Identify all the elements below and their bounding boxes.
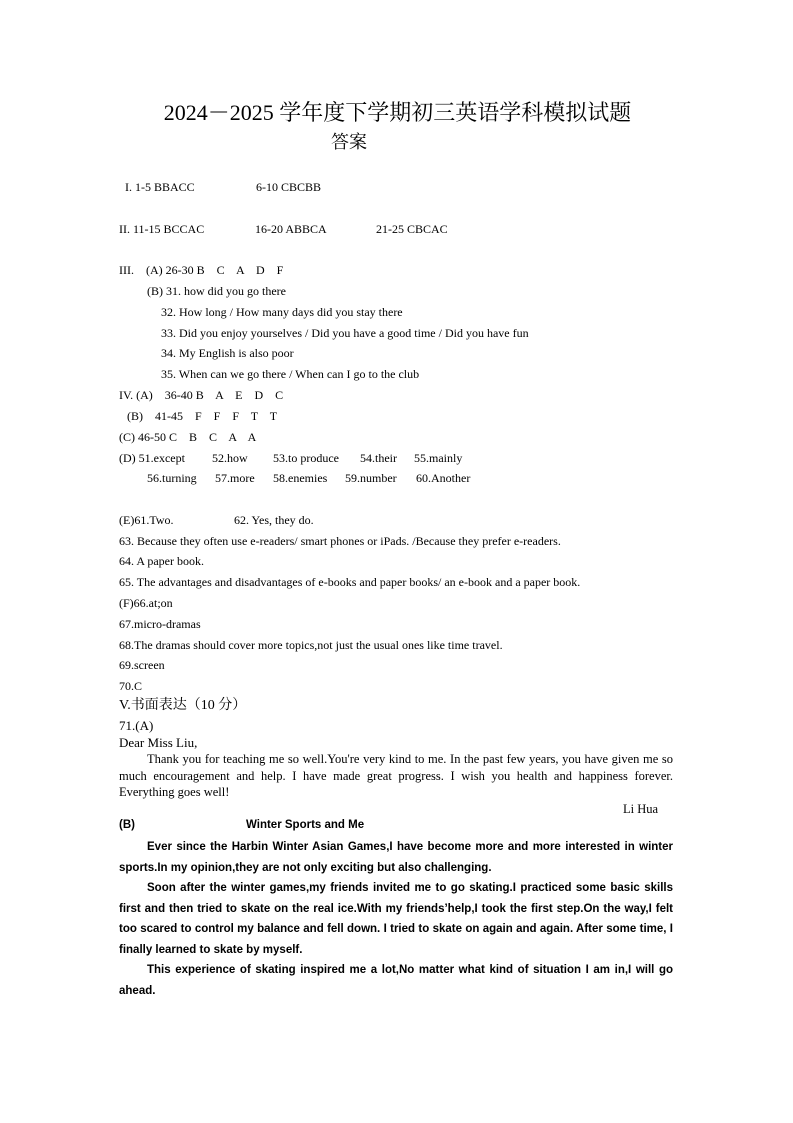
sec4-d-60: 60.Another (416, 471, 471, 485)
sec4-a-answers: IV. (A) 36-40 B A E D C (119, 388, 284, 402)
essay-b-label: (B) (119, 819, 135, 831)
sec4-d-55: 55.mainly (414, 451, 463, 465)
sec4-f-69: 69.screen (119, 658, 165, 672)
letter-signature: Li Hua (623, 802, 659, 816)
sec5-heading: V.书面表达（10 分） (119, 698, 247, 713)
sec4-e-64: 64. A paper book. (119, 554, 204, 568)
sec4-d-52: 52.how (212, 451, 248, 465)
essay-title: Winter Sports and Me (246, 819, 365, 831)
sec4-d-58: 58.enemies (273, 471, 328, 485)
sec4-f-70: 70.C (119, 679, 143, 693)
sec2-answers-a: II. 11-15 BCCAC (119, 222, 205, 236)
essay-paragraph-1: Ever since the Harbin Winter Asian Games,I have become more and more interested in winter sports.In my opinion,they are not only exciting but also challenging. (119, 841, 673, 874)
sec4-d-53: 53.to produce (273, 451, 339, 465)
sec3-q31: (B) 31. how did you go there (147, 284, 286, 298)
sec4-d-59: 59.number (345, 471, 397, 485)
sec4-f-68: 68.The dramas should cover more topics,not just the usual ones like time travel. (119, 638, 503, 652)
sec3-q34: 34. My English is also poor (161, 346, 294, 360)
sec2-answers-c: 21-25 CBCAC (376, 222, 448, 236)
sec4-c-answers: (C) 46-50 C B C A A (119, 430, 257, 444)
sec3-q32: 32. How long / How many days did you stay there (161, 305, 403, 319)
page-subtitle: 答案 (331, 132, 367, 152)
sec2-answers-b: 16-20 ABBCA (255, 222, 327, 236)
sec3-q33: 33. Did you enjoy yourselves / Did you have a good time / Did you have fun (161, 326, 529, 340)
essay-paragraph-3: This experience of skating inspired me a lot,No matter what kind of situation I am in,I will go ahead. (119, 964, 673, 997)
sec1-answers-b: 6-10 CBCBB (256, 180, 322, 194)
essay-paragraph-2: Soon after the winter games,my friends invited me to go skating.I practiced some basic skills first and then tried to skate on the real ice.With my friends’help,I took the first step.On the way,I felt too scared to control my balance and fell down. I tried to skate on again and again. After some time, I finally learned to skate by myself. (119, 882, 673, 956)
sec4-e-63: 63. Because they often use e-readers/ smart phones or iPads. /Because they prefer e-readers. (119, 534, 561, 548)
letter-body: Thank you for teaching me so well.You're very kind to me. In the past few years, you have given me so much encouragement and help. I have made great progress. I wish you health and happiness forever. Everything goes well! (119, 752, 673, 799)
sec4-e-62: 62. Yes, they do. (234, 513, 314, 527)
sec4-e-61: (E)61.Two. (119, 513, 174, 527)
letter-salutation: Dear Miss Liu, (119, 735, 198, 750)
sec3-q35: 35. When can we go there / When can I go to the club (161, 367, 420, 381)
sec4-d-57: 57.more (215, 471, 255, 485)
page-title: 2024－2025 学年度下学期初三英语学科模拟试题 (163, 100, 632, 125)
sec4-b-answers: (B) 41-45 F F F T T (127, 409, 278, 423)
sec4-e-65: 65. The advantages and disadvantages of e-books and paper books/ an e-book and a paper book. (119, 575, 581, 589)
sec5-q71-label: 71.(A) (119, 718, 154, 733)
sec4-d-54: 54.their (360, 451, 397, 465)
sec4-d-51: (D) 51.except (119, 451, 185, 465)
sec1-answers-a: I. 1-5 BBACC (125, 180, 195, 194)
sec4-f-66: (F)66.at;on (119, 596, 173, 610)
sec3-a-answers: III. (A) 26-30 B C A D F (119, 263, 284, 277)
sec4-f-67: 67.micro-dramas (119, 617, 201, 631)
sec4-d-56: 56.turning (147, 471, 197, 485)
